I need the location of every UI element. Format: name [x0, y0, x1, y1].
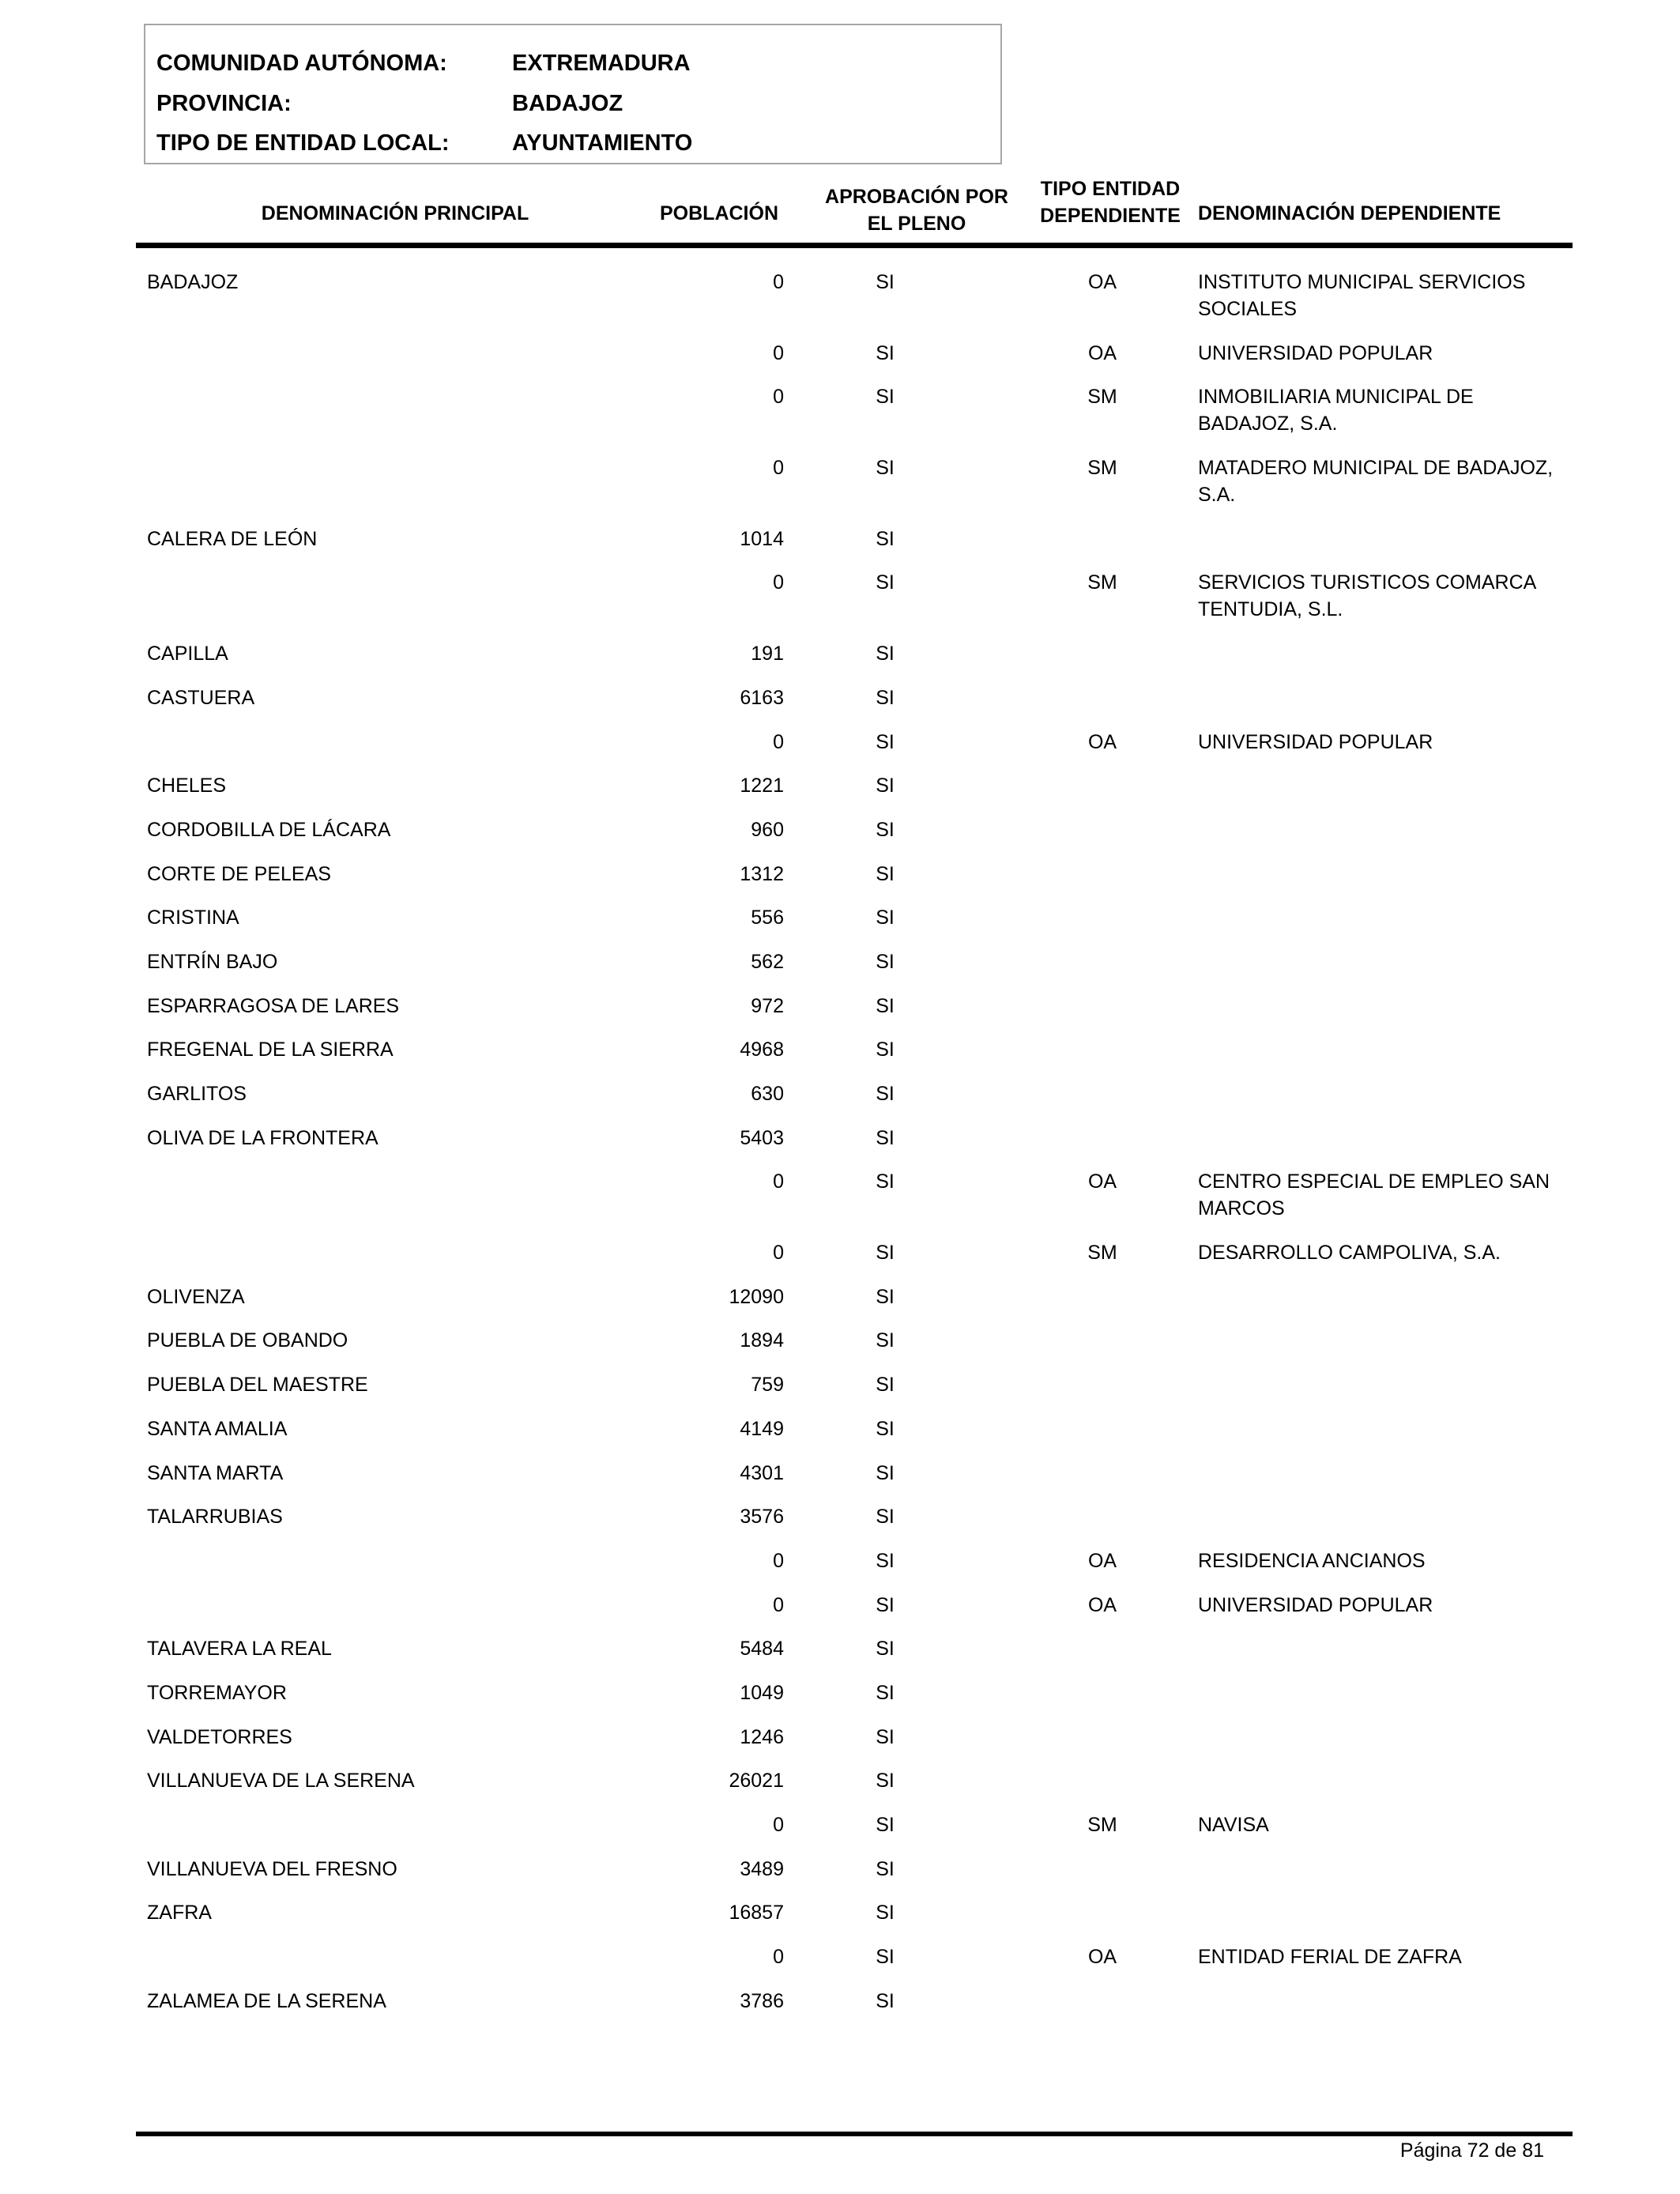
cell-tipo-entidad: OA [1087, 730, 1117, 753]
cell-poblacion: 26021 [729, 1770, 784, 1793]
cell-poblacion: 0 [773, 1549, 784, 1572]
cell-aprobacion: SI [876, 907, 895, 929]
header-denominacion-principal: DENOMINACIÓN PRINCIPAL [261, 202, 529, 224]
cell-aprobacion: SI [876, 730, 895, 753]
cell-tipo-entidad: OA [1087, 341, 1117, 364]
cell-aprobacion: SI [876, 1039, 895, 1061]
table-row [0, 1635, 1680, 1679]
table-row [0, 772, 1680, 816]
cell-denominacion-principal: ZALAMEA DE LA SERENA [147, 1989, 386, 2012]
cell-poblacion: 1014 [740, 527, 784, 550]
header-aprobacion-pleno: APROBACIÓN POR EL PLENO [825, 186, 1008, 235]
cell-aprobacion: SI [876, 1242, 895, 1265]
cell-tipo-entidad: SM [1087, 386, 1117, 409]
cell-denominacion-principal: VILLANUEVA DE LA SERENA [147, 1770, 415, 1793]
cell-tipo-entidad: OA [1087, 1171, 1117, 1193]
cell-aprobacion: SI [876, 571, 895, 594]
cell-poblacion: 0 [773, 1171, 784, 1193]
cell-aprobacion: SI [876, 341, 895, 364]
table-row [0, 1943, 1680, 1988]
cell-poblacion: 0 [773, 1242, 784, 1265]
table-row [0, 1239, 1680, 1284]
table-row [0, 526, 1680, 570]
cell-poblacion: 6163 [740, 686, 784, 709]
cell-poblacion: 5403 [740, 1126, 784, 1149]
cell-aprobacion: SI [876, 1638, 895, 1661]
cell-aprobacion: SI [876, 775, 895, 797]
cell-poblacion: 562 [751, 950, 784, 973]
cell-aprobacion: SI [876, 862, 895, 885]
cell-denominacion-principal: GARLITOS [147, 1083, 247, 1105]
tipo-entidad-value: AYUNTAMIENTO [512, 130, 693, 156]
table-row [0, 1811, 1680, 1856]
table-row [0, 1503, 1680, 1547]
cell-denominacion-dependiente: NAVISA [1198, 1814, 1269, 1836]
cell-aprobacion: SI [876, 386, 895, 409]
table-row [0, 729, 1680, 773]
cell-poblacion: 16857 [729, 1902, 784, 1924]
table-row [0, 1327, 1680, 1371]
cell-denominacion-dependiente: INMOBILIARIA MUNICIPAL DE BADAJOZ, S.A. [1198, 386, 1474, 435]
table-row [0, 948, 1680, 993]
cell-aprobacion: SI [876, 457, 895, 480]
cell-aprobacion: SI [876, 1417, 895, 1440]
cell-denominacion-principal: CORDOBILLA DE LÁCARA [147, 818, 391, 841]
cell-denominacion-principal: VALDETORRES [147, 1725, 292, 1748]
cell-denominacion-dependiente: UNIVERSIDAD POPULAR [1198, 1593, 1433, 1616]
cell-aprobacion: SI [876, 994, 895, 1017]
cell-poblacion: 630 [751, 1083, 784, 1105]
cell-poblacion: 0 [773, 1593, 784, 1616]
cell-aprobacion: SI [876, 527, 895, 550]
cell-denominacion-principal: CHELES [147, 775, 227, 797]
cell-poblacion: 0 [773, 1946, 784, 1969]
cell-aprobacion: SI [876, 1171, 895, 1193]
cell-denominacion-dependiente: DESARROLLO CAMPOLIVA, S.A. [1198, 1242, 1501, 1265]
cell-poblacion: 0 [773, 341, 784, 364]
cell-denominacion-dependiente: RESIDENCIA ANCIANOS [1198, 1549, 1426, 1572]
cell-tipo-entidad: SM [1087, 457, 1117, 480]
cell-aprobacion: SI [876, 1506, 895, 1529]
table-row [0, 1168, 1680, 1239]
table-row [0, 904, 1680, 948]
cell-poblacion: 0 [773, 1814, 784, 1836]
cell-aprobacion: SI [876, 818, 895, 841]
table-row [0, 1547, 1680, 1592]
cell-poblacion: 4149 [740, 1417, 784, 1440]
cell-poblacion: 4301 [740, 1461, 784, 1484]
cell-denominacion-principal: ESPARRAGOSA DE LARES [147, 994, 400, 1017]
cell-aprobacion: SI [876, 950, 895, 973]
cell-aprobacion: SI [876, 1549, 895, 1572]
table-row [0, 1899, 1680, 1943]
cell-tipo-entidad: OA [1087, 1593, 1117, 1616]
cell-denominacion-dependiente: UNIVERSIDAD POPULAR [1198, 730, 1433, 753]
comunidad-label: COMUNIDAD AUTÓNOMA: [156, 51, 447, 76]
table-row [0, 1284, 1680, 1328]
cell-aprobacion: SI [876, 1083, 895, 1105]
cell-poblacion: 1049 [740, 1681, 784, 1704]
cell-poblacion: 972 [751, 994, 784, 1017]
cell-denominacion-principal: CALERA DE LEÓN [147, 527, 318, 550]
cell-tipo-entidad: SM [1087, 571, 1117, 594]
cell-poblacion: 3489 [740, 1857, 784, 1880]
table-row [0, 816, 1680, 861]
cell-poblacion: 0 [773, 571, 784, 594]
entity-info-box [144, 24, 1002, 164]
table-row [0, 1080, 1680, 1125]
cell-aprobacion: SI [876, 1857, 895, 1880]
cell-poblacion: 4968 [740, 1039, 784, 1061]
cell-denominacion-principal: ENTRÍN BAJO [147, 950, 278, 973]
table-row [0, 1592, 1680, 1636]
cell-aprobacion: SI [876, 1285, 895, 1308]
cell-denominacion-principal: TALARRUBIAS [147, 1506, 283, 1529]
footer-rule [136, 2132, 1573, 2136]
cell-denominacion-principal: ZAFRA [147, 1902, 212, 1924]
header-tipo-entidad: TIPO ENTIDAD DEPENDIENTE [1040, 178, 1181, 227]
cell-poblacion: 5484 [740, 1638, 784, 1661]
page-number: Página 72 de 81 [1399, 2139, 1544, 2162]
table-row [0, 569, 1680, 640]
table-row [0, 383, 1680, 454]
table-row [0, 340, 1680, 384]
cell-denominacion-principal: CORTE DE PELEAS [147, 862, 331, 885]
cell-poblacion: 3786 [740, 1989, 784, 2012]
cell-poblacion: 3576 [740, 1506, 784, 1529]
tipo-entidad-label: TIPO DE ENTIDAD LOCAL: [156, 130, 450, 156]
cell-denominacion-principal: SANTA MARTA [147, 1461, 284, 1484]
cell-denominacion-principal: CASTUERA [147, 686, 255, 709]
cell-aprobacion: SI [876, 1946, 895, 1969]
table-row [0, 1125, 1680, 1169]
cell-denominacion-principal: FREGENAL DE LA SIERRA [147, 1039, 394, 1061]
cell-poblacion: 556 [751, 907, 784, 929]
cell-aprobacion: SI [876, 1770, 895, 1793]
cell-denominacion-principal: TALAVERA LA REAL [147, 1638, 332, 1661]
cell-poblacion: 759 [751, 1374, 784, 1397]
cell-denominacion-dependiente: INSTITUTO MUNICIPAL SERVICIOS SOCIALES [1198, 271, 1526, 320]
table-row [0, 1371, 1680, 1416]
cell-tipo-entidad: SM [1087, 1242, 1117, 1265]
cell-denominacion-principal: OLIVENZA [147, 1285, 245, 1308]
cell-aprobacion: SI [876, 1461, 895, 1484]
cell-aprobacion: SI [876, 686, 895, 709]
cell-tipo-entidad: OA [1087, 1549, 1117, 1572]
cell-aprobacion: SI [876, 1989, 895, 2012]
cell-poblacion: 1221 [740, 775, 784, 797]
table-row [0, 454, 1680, 526]
cell-poblacion: 0 [773, 386, 784, 409]
cell-tipo-entidad: SM [1087, 1814, 1117, 1836]
provincia-label: PROVINCIA: [156, 91, 292, 116]
cell-denominacion-dependiente: SERVICIOS TURISTICOS COMARCA TENTUDIA, S.L. [1198, 571, 1535, 621]
cell-poblacion: 12090 [729, 1285, 784, 1308]
cell-aprobacion: SI [876, 1902, 895, 1924]
cell-tipo-entidad: OA [1087, 1946, 1117, 1969]
table-row [0, 1036, 1680, 1080]
cell-aprobacion: SI [876, 1681, 895, 1704]
cell-poblacion: 1312 [740, 862, 784, 885]
cell-denominacion-principal: OLIVA DE LA FRONTERA [147, 1126, 379, 1149]
cell-denominacion-dependiente: CENTRO ESPECIAL DE EMPLEO SAN MARCOS [1198, 1171, 1550, 1220]
table-row [0, 993, 1680, 1037]
cell-aprobacion: SI [876, 1814, 895, 1836]
table-row [0, 1856, 1680, 1900]
cell-poblacion: 0 [773, 730, 784, 753]
table-row [0, 1460, 1680, 1504]
cell-denominacion-principal: SANTA AMALIA [147, 1417, 288, 1440]
cell-poblacion: 0 [773, 457, 784, 480]
comunidad-value: EXTREMADURA [512, 51, 691, 76]
cell-poblacion: 0 [773, 271, 784, 293]
header-poblacion: POBLACIÓN [660, 202, 778, 224]
cell-tipo-entidad: OA [1087, 271, 1117, 293]
cell-denominacion-principal: CRISTINA [147, 907, 239, 929]
header-denominacion-dependiente: DENOMINACIÓN DEPENDIENTE [1198, 202, 1501, 224]
cell-denominacion-principal: VILLANUEVA DEL FRESNO [147, 1857, 397, 1880]
cell-aprobacion: SI [876, 1374, 895, 1397]
cell-poblacion: 1894 [740, 1329, 784, 1352]
table-row [0, 640, 1680, 684]
table-row [0, 1679, 1680, 1724]
table-row [0, 269, 1680, 340]
cell-aprobacion: SI [876, 1593, 895, 1616]
cell-poblacion: 960 [751, 818, 784, 841]
cell-poblacion: 1246 [740, 1725, 784, 1748]
cell-aprobacion: SI [876, 643, 895, 665]
table-row [0, 861, 1680, 905]
cell-denominacion-dependiente: ENTIDAD FERIAL DE ZAFRA [1198, 1946, 1462, 1969]
table-row [0, 1724, 1680, 1768]
provincia-value: BADAJOZ [512, 91, 623, 116]
cell-denominacion-principal: PUEBLA DE OBANDO [147, 1329, 348, 1352]
cell-denominacion-dependiente: MATADERO MUNICIPAL DE BADAJOZ, S.A. [1198, 457, 1554, 507]
cell-denominacion-principal: CAPILLA [147, 643, 228, 665]
cell-aprobacion: SI [876, 1725, 895, 1748]
cell-denominacion-principal: PUEBLA DEL MAESTRE [147, 1374, 368, 1397]
header-rule [136, 243, 1573, 248]
cell-aprobacion: SI [876, 1126, 895, 1149]
table-row [0, 1767, 1680, 1811]
table-row [0, 684, 1680, 729]
table-row [0, 1988, 1680, 2032]
cell-aprobacion: SI [876, 271, 895, 293]
cell-poblacion: 191 [751, 643, 784, 665]
cell-denominacion-dependiente: UNIVERSIDAD POPULAR [1198, 341, 1433, 364]
cell-aprobacion: SI [876, 1329, 895, 1352]
cell-denominacion-principal: BADAJOZ [147, 271, 239, 293]
table-row [0, 1416, 1680, 1460]
cell-denominacion-principal: TORREMAYOR [147, 1681, 287, 1704]
entity-table-body [0, 269, 1680, 2031]
